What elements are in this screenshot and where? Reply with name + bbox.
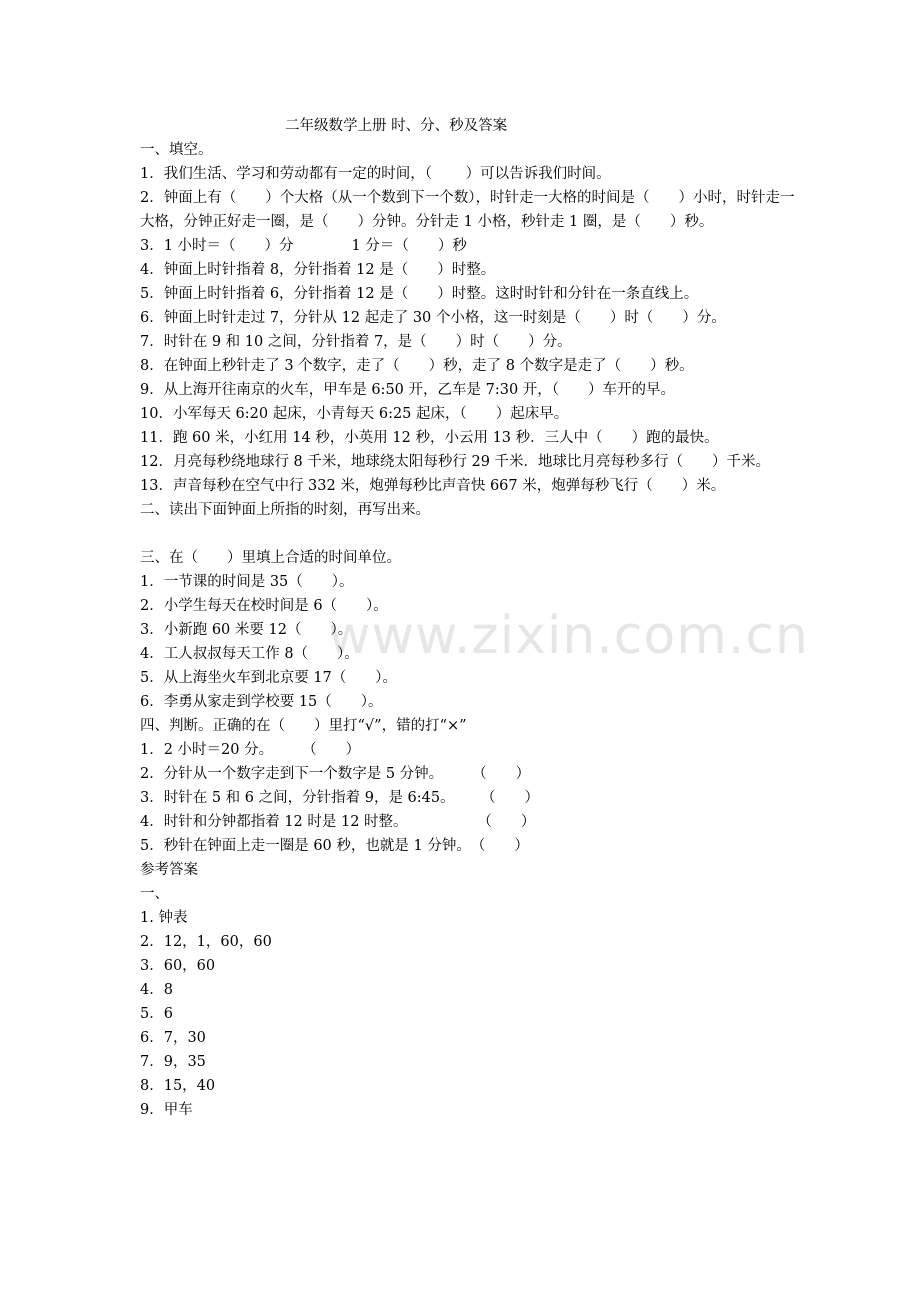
document-page bbox=[140, 114, 800, 1122]
clock-area bbox=[140, 522, 800, 546]
section-2-heading: 二、读出下面钟面上所指的时刻，再写出来。 bbox=[140, 502, 430, 518]
question-4-3: 3．时针在 5 和 6 之间，分针指着 9，是 6:45。 （ ） bbox=[140, 790, 539, 806]
question-1-4: 4．钟面上时针指着 8，分针指着 12 是（ ）时整。 bbox=[140, 262, 496, 278]
question-4-1: 1．2 小时＝20 分。 （ ） bbox=[140, 742, 361, 758]
question-3-6: 6．李勇从家走到学校要 15（ ）。 bbox=[140, 694, 383, 710]
answer-2: 2．12，1，60，60 bbox=[140, 934, 272, 950]
question-1-1: 1．我们生活、学习和劳动都有一定的时间，（ ）可以告诉我们时间。 bbox=[140, 166, 611, 182]
answers-section-1-label: 一、 bbox=[140, 886, 169, 902]
question-1-13: 13．声音每秒在空气中行 332 米，炮弹每秒比声音快 667 米，炮弹每秒飞行（ ）米。 bbox=[140, 478, 726, 494]
question-3-3: 3．小新跑 60 米要 12（ ）。 bbox=[140, 622, 353, 638]
question-3-1: 1．一节课的时间是 35（ ）。 bbox=[140, 574, 354, 590]
question-3-4: 4．工人叔叔每天工作 8（ ）。 bbox=[140, 646, 359, 662]
answers-heading: 参考答案 bbox=[140, 862, 198, 878]
question-3-2: 2．小学生每天在校时间是 6（ ）。 bbox=[140, 598, 388, 614]
section-3-heading: 三、在（ ）里填上合适的时间单位。 bbox=[140, 550, 401, 566]
answer-1: 1. 钟表 bbox=[140, 910, 188, 926]
question-1-2: 2．钟面上有（ ）个大格（从一个数到下一个数），时针走一大格的时间是（ ）小时，时针走一大格，分钟正好走一圈，是（ ）分钟。分针走 1 小格，秒针走 1 圈，是（ ）秒。 bbox=[140, 190, 795, 230]
watermark: www.zixin.com.cn bbox=[328, 606, 809, 666]
question-3-5: 5．从上海坐火车到北京要 17（ ）。 bbox=[140, 670, 398, 686]
section-4-heading: 四、判断。正确的在（ ）里打“√”，错的打“×” bbox=[140, 718, 467, 734]
question-1-10: 10．小军每天 6:20 起床，小青每天 6:25 起床，（ ）起床早。 bbox=[140, 406, 569, 422]
question-1-12: 12．月亮每秒绕地球行 8 千米，地球绕太阳每秒行 29 千米．地球比月亮每秒多行（ ）千米。 bbox=[140, 454, 771, 470]
answer-7: 7．9，35 bbox=[140, 1054, 206, 1070]
answer-4: 4．8 bbox=[140, 982, 173, 998]
question-4-4: 4．时针和分钟都指着 12 时是 12 时整。 （ ） bbox=[140, 814, 536, 830]
question-1-8: 8．在钟面上秒针走了 3 个数字，走了（ ）秒，走了 8 个数字是走了（ ）秒。 bbox=[140, 358, 694, 374]
question-4-5: 5．秒针在钟面上走一圈是 60 秒，也就是 1 分钟。 （ ） bbox=[140, 838, 529, 854]
question-1-7: 7．时针在 9 和 10 之间，分针指着 7，是（ ）时（ ）分。 bbox=[140, 334, 572, 350]
question-1-5: 5．钟面上时针指着 6，分针指着 12 是（ ）时整。这时时针和分针在一条直线上。 bbox=[140, 286, 699, 302]
document-title: 二年级数学上册 时、分、秒及答案 bbox=[285, 118, 508, 134]
answer-6: 6．7，30 bbox=[140, 1030, 206, 1046]
question-1-9: 9．从上海开往南京的火车，甲车是 6:50 开，乙车是 7:30 开，（ ）车开的早。 bbox=[140, 382, 676, 398]
answer-3: 3．60，60 bbox=[140, 958, 216, 974]
question-1-11: 11．跑 60 米，小红用 14 秒，小英用 12 秒，小云用 13 秒．三人中（ ）跑的最快。 bbox=[140, 430, 719, 446]
answer-9: 9．甲车 bbox=[140, 1102, 193, 1118]
question-1-6: 6．钟面上时针走过 7，分针从 12 起走了 30 个小格，这一时刻是（ ）时（ ）分。 bbox=[140, 310, 726, 326]
question-1-3: 3．1 小时＝（ ）分 1 分＝（ ）秒 bbox=[140, 238, 467, 254]
question-4-2: 2．分针从一个数字走到下一个数字是 5 分钟。 （ ） bbox=[140, 766, 531, 782]
section-1-heading: 一、填空。 bbox=[140, 142, 213, 158]
answer-5: 5．6 bbox=[140, 1006, 173, 1022]
answer-8: 8．15，40 bbox=[140, 1078, 216, 1094]
